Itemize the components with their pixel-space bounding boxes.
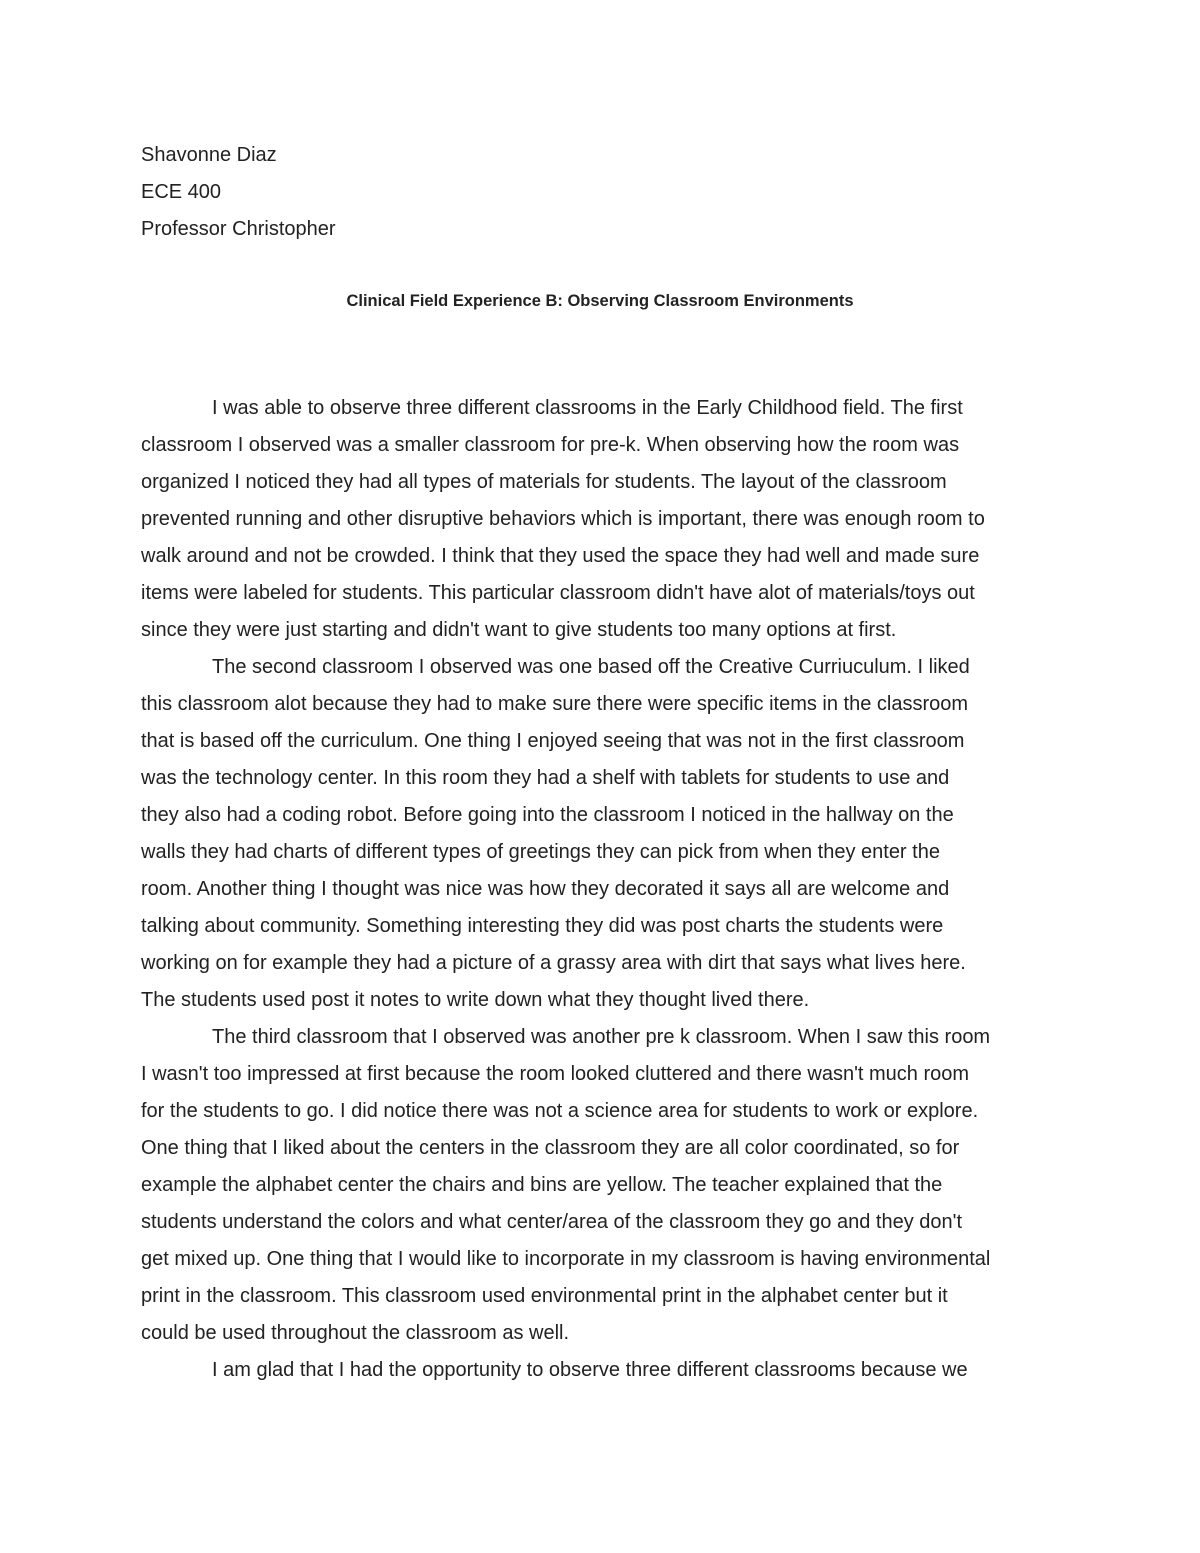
course-code: ECE 400 <box>141 181 222 203</box>
paragraph-2-line: working on for example they had a picture of a grassy area with dirt that says what lives here. <box>141 952 966 974</box>
paragraph-1-line: prevented running and other disruptive behaviors which is important, there was enough room to <box>141 508 985 530</box>
paragraph-3-line: students understand the colors and what center/area of the classroom they go and they don't <box>141 1211 962 1233</box>
paragraph-3-line: One thing that I liked about the centers in the classroom they are all color coordinated, so for <box>141 1137 960 1159</box>
document-body <box>141 390 1059 1389</box>
paragraph-4-line: I am glad that I had the opportunity to observe three different classrooms because we <box>212 1359 968 1381</box>
paragraph-2-line: The students used post it notes to write down what they thought lived there. <box>141 989 810 1011</box>
paragraph-2-line: they also had a coding robot. Before going into the classroom I noticed in the hallway on the <box>141 804 954 826</box>
paragraph-1-line: walk around and not be crowded. I think that they used the space they had well and made sure <box>141 545 980 567</box>
paragraph-3-line: could be used throughout the classroom as well. <box>141 1322 570 1344</box>
paragraph-3-line: for the students to go. I did notice there was not a science area for students to work or explore. <box>141 1100 979 1122</box>
paragraph-3-line: I wasn't too impressed at first because the room looked cluttered and there wasn't much room <box>141 1063 970 1085</box>
paragraph-1-line: classroom I observed was a smaller classroom for pre-k. When observing how the room was <box>141 434 960 456</box>
paragraph-2-line: this classroom alot because they had to make sure there were specific items in the classroom <box>141 693 969 715</box>
paragraph-2-line: was the technology center. In this room they had a shelf with tablets for students to use and <box>141 767 950 789</box>
paragraph-2-line: room. Another thing I thought was nice was how they decorated it says all are welcome and <box>141 878 950 900</box>
paragraph-2-line: talking about community. Something interesting they did was post charts the students were <box>141 915 944 937</box>
document-header <box>141 137 1061 248</box>
paragraph-1-line: I was able to observe three different classrooms in the Early Childhood field. The first <box>212 397 963 419</box>
paragraph-2-line: The second classroom I observed was one based off the Creative Curriuculum. I liked <box>212 656 970 678</box>
paragraph-1-line: organized I noticed they had all types of materials for students. The layout of the classroom <box>141 471 947 493</box>
paragraph-1-line: items were labeled for students. This particular classroom didn't have alot of materials/toys out <box>141 582 975 604</box>
paragraph-1-line: since they were just starting and didn't want to give students too many options at first. <box>141 619 897 641</box>
author-name: Shavonne Diaz <box>141 144 277 166</box>
professor-name: Professor Christopher <box>141 218 336 240</box>
paragraph-2-line: walls they had charts of different types of greetings they can pick from when they enter the <box>141 841 940 863</box>
document-title: Clinical Field Experience B: Observing Classroom Environments <box>346 292 854 310</box>
paragraph-3-line: The third classroom that I observed was another pre k classroom. When I saw this room <box>212 1026 991 1048</box>
paragraph-2-line: that is based off the curriculum. One thing I enjoyed seeing that was not in the first classroom <box>141 730 965 752</box>
paragraph-3-line: get mixed up. One thing that I would like to incorporate in my classroom is having environmental <box>141 1248 991 1270</box>
paragraph-3-line: example the alphabet center the chairs and bins are yellow. The teacher explained that the <box>141 1174 943 1196</box>
paragraph-3-line: print in the classroom. This classroom used environmental print in the alphabet center but it <box>141 1285 948 1307</box>
